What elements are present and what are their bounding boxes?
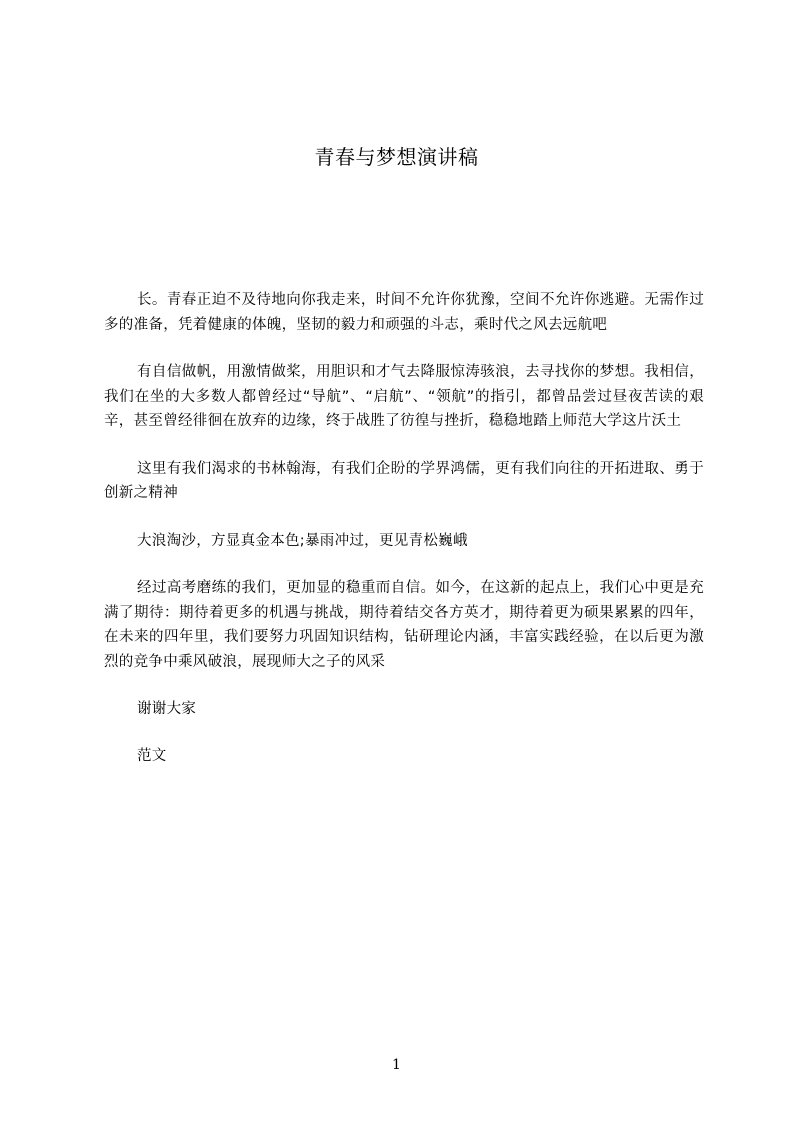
paragraph: 长。青春正迫不及待地向你我走来，时间不允许你犹豫，空间不允许你逃避。无需作过多的准备，凭着健康的体魄，坚韧的毅力和顽强的斗志，乘时代之风去远航吧 [104, 292, 704, 333]
closing-thanks: 谢谢大家 [137, 701, 197, 717]
paragraph: 经过高考磨练的我们，更加显的稳重而自信。如今，在这新的起点上，我们心中更是充满了期待：期待着更多的机遇与挑战，期待着结交各方英才，期待着更为硕果累累的四年，在未来的四年里，我们要努力巩固知识结构，钻研理论内涵，丰富实践经验，在以后更为激烈的竞争中乘风破浪，展现师大之子的风采 [104, 580, 704, 670]
paragraph: 这里有我们渴求的书林翰海，有我们企盼的学界鸿儒，更有我们向往的开拓进取、勇于创新之精神 [104, 460, 704, 501]
paragraph: 大浪淘沙，方显真金本色;暴雨冲过，更见青松巍峨 [137, 532, 468, 549]
closing-label: 范文 [137, 747, 167, 764]
paragraph: 有自信做帆，用激情做桨，用胆识和才气去降服惊涛骇浪，去寻找你的梦想。我相信，我们在坐的大多数人都曾经过“导航”、“启航”、“领航”的指引，都曾品尝过昼夜苦读的艰辛，甚至曾经徘徊在放弃的边缘，终于战胜了彷徨与挫折，稳稳地踏上师范大学这片沃土 [104, 364, 704, 429]
document-title: 青春与梦想演讲稿 [314, 145, 479, 169]
document-body [104, 288, 704, 790]
page-number: 1 [392, 1057, 401, 1073]
